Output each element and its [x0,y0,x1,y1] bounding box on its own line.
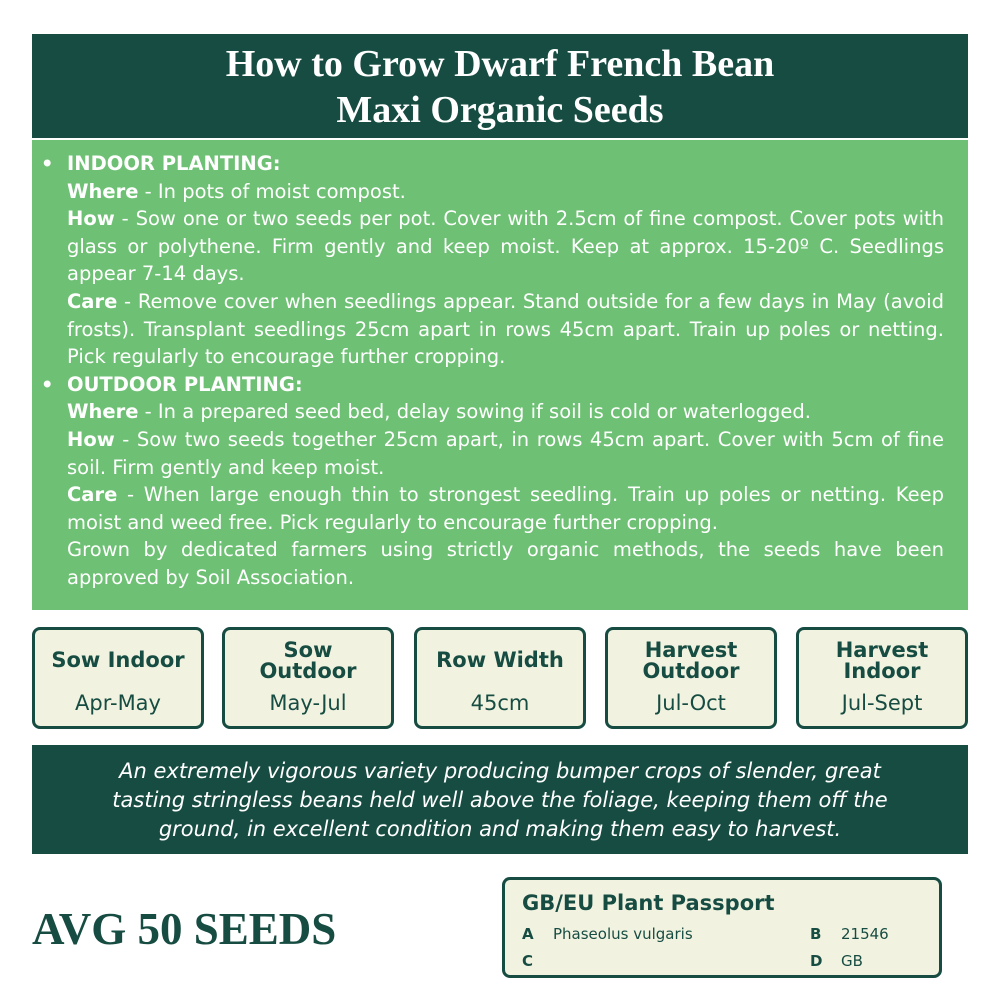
passport-b-value: 21546 [841,925,889,943]
info-label: Row Width [436,648,564,672]
info-label [799,640,965,682]
page-header [32,34,968,138]
indoor-how [67,205,944,288]
sow-outdoor-box [222,627,394,729]
how-text: - Sow two seeds together 25cm apart, in rows 45cm apart. Cover with 5cm of fine soil. Firm gently and keep moist. [67,427,944,479]
indoor-where [67,178,944,206]
care-text: - Remove cover when seedlings appear. Stand outside for a few days in May (avoid frosts). Transplant seedlings 25cm apart in rows 45cm apart. Train up poles or netting. Pick regularly to encourage further cropping. [67,289,944,369]
passport-c-label: C [522,952,534,970]
description-line3: ground, in excellent condition and making them easy to harvest. [158,817,842,841]
info-value: 45cm [470,691,530,715]
planting-instructions [32,140,968,610]
description-line2: tasting stringless beans held well above the foliage, keeping them off the [112,788,888,812]
page-title-line1: How to Grow Dwarf French Bean [225,43,775,85]
care-text: - When large enough thin to strongest seedling. Train up poles or netting. Keep moist and weed free. Pick regularly to encourage further cropping. [67,483,944,534]
where-text: - In a prepared seed bed, delay sowing if soil is cold or waterlogged. [138,400,811,424]
info-label-line2: Outdoor [259,659,357,683]
info-label-line1: Harvest [644,638,738,662]
passport-d-value: GB [841,952,863,970]
care-label: Care [67,289,118,313]
info-label: Sow Indoor [51,648,185,672]
passport-d-label: D [810,952,823,970]
outdoor-planting-title: OUTDOOR PLANTING: [67,372,303,396]
info-label [225,640,391,682]
indoor-care [67,288,944,371]
harvest-indoor-box [796,627,968,729]
how-text: - Sow one or two seeds per pot. Cover with 2.5cm of fine compost. Cover pots with glass or polythene. Firm gently and keep moist. Keep at approx. 15-20º C. Seedlings appear 7-14 days. [67,207,944,286]
info-label-line2: Outdoor [642,659,740,683]
where-label: Where [67,400,139,424]
bullet: • [41,372,54,396]
outdoor-planting-section [41,371,944,592]
seed-count: AVG 50 SEEDS [32,904,337,954]
outdoor-care [67,481,944,536]
info-value: Apr-May [75,691,161,715]
how-label: How [67,207,115,231]
care-label: Care [67,483,118,507]
info-label [608,640,774,682]
info-value: May-Jul [269,691,347,715]
outdoor-where [67,398,944,426]
passport-b-label: B [810,925,822,943]
harvest-outdoor-box [605,627,777,729]
organic-note: Grown by dedicated farmers using strictly organic methods, the seeds have been approved by Soil Association. [67,538,944,589]
bullet: • [41,152,54,175]
passport-title: GB/EU Plant Passport [522,891,775,915]
outdoor-how [67,426,944,481]
info-label-line2: Indoor [843,659,921,683]
how-label: How [67,427,115,451]
info-value: Jul-Sept [841,691,923,715]
passport-a-label: A [522,925,534,943]
description-line1: An extremely vigorous variety producing bumper crops of slender, great [119,759,881,783]
info-value: Jul-Oct [656,691,726,715]
where-text: - In pots of moist compost. [138,179,406,203]
indoor-planting-section [41,150,944,371]
row-width-box [414,627,586,729]
sow-indoor-box [32,627,204,729]
plant-passport [502,877,942,978]
page-title-line2: Maxi Organic Seeds [336,89,664,131]
where-label: Where [67,179,139,203]
passport-a-value: Phaseolus vulgaris [553,925,693,943]
indoor-planting-title: INDOOR PLANTING: [67,152,281,175]
info-label-line1: Harvest [835,638,929,662]
variety-description [32,745,968,854]
info-label-line1: Sow [283,638,333,662]
